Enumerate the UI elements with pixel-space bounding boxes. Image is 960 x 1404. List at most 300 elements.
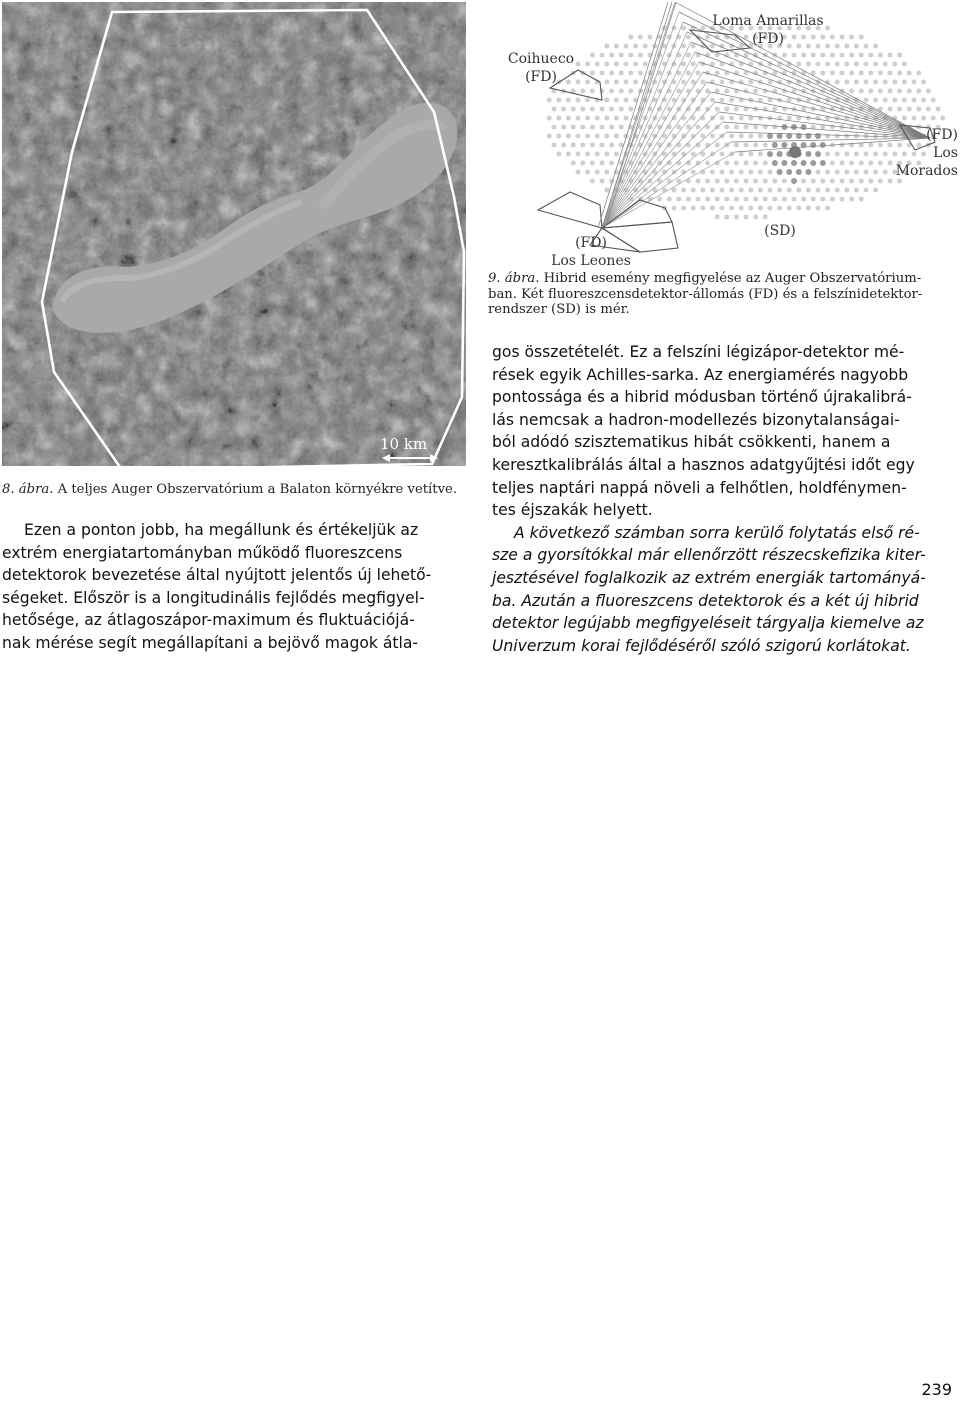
sd-tank-dot — [744, 125, 749, 130]
sd-tank-dot — [768, 206, 773, 211]
fd-ray — [602, 32, 687, 228]
sd-tank-dot — [700, 80, 705, 85]
sd-tank-dot — [859, 179, 864, 184]
text-line: teljes naptári nappá növeli a felhőtlen, holdfénymen- — [492, 478, 907, 497]
sd-tank-dot — [614, 80, 619, 85]
sd-tank-dot — [614, 44, 619, 49]
sd-tank-dot — [580, 161, 585, 166]
sd-tank-dot — [820, 142, 826, 148]
sd-tank-dot — [907, 107, 912, 112]
sd-tank-dot — [820, 197, 825, 202]
sd-tank-dot — [816, 170, 821, 175]
sd-tank-dot — [696, 125, 701, 130]
sd-tank-dot — [744, 197, 749, 202]
sd-tank-dot — [595, 134, 600, 139]
sd-tank-dot — [624, 116, 629, 121]
sd-tank-dot — [873, 188, 878, 193]
sd-tank-dot — [835, 80, 840, 85]
sd-tank-dot — [676, 161, 681, 166]
sd-tank-dot — [840, 179, 845, 184]
sd-tank-dot — [744, 179, 749, 184]
sd-tank-dot — [681, 80, 686, 85]
sd-tank-dot — [590, 125, 595, 130]
figure-8-caption-text: A teljes Auger Obszervatórium a Balaton környékre vetítve. — [53, 482, 458, 497]
sd-tank-dot — [638, 53, 643, 58]
sd-tank-dot — [902, 62, 907, 67]
sd-tank-dot — [734, 125, 739, 130]
sd-tank-dot — [720, 170, 725, 175]
label-leones-type: (FD) — [575, 235, 607, 251]
sd-tank-dot — [859, 71, 864, 76]
sd-tank-dot — [753, 179, 758, 184]
sd-tank-dot — [763, 179, 768, 184]
sd-tank-dot — [657, 197, 662, 202]
sd-tank-dot — [806, 206, 811, 211]
sd-tank-dot — [801, 53, 806, 58]
sd-tank-dot — [624, 80, 629, 85]
sd-tank-dot — [739, 170, 744, 175]
text-line: keresztkalibrálás által a hasznos adatgyűjtési időt egy — [492, 455, 915, 474]
sd-tank-dot — [868, 143, 873, 148]
sd-tank-dot — [681, 116, 686, 121]
sd-tank-dot — [614, 98, 619, 103]
sd-tank-dot — [691, 170, 696, 175]
sd-tank-dot — [624, 62, 629, 67]
sd-tank-dot — [576, 98, 581, 103]
sd-tank-dot — [926, 89, 931, 94]
sd-tank-dot — [763, 197, 768, 202]
sd-tank-dot — [585, 62, 590, 67]
sd-tank-dot — [676, 197, 681, 202]
fd-ray — [602, 12, 679, 228]
sd-tank-dot — [940, 116, 945, 121]
sd-tank-dot — [883, 62, 888, 67]
sd-tank-dot — [811, 53, 816, 58]
sd-tank-dot — [619, 53, 624, 58]
label-sd: (SD) — [764, 223, 796, 239]
sd-tank-dot — [748, 206, 753, 211]
sd-tank-dot — [724, 89, 729, 94]
sd-tank-dot — [805, 133, 811, 139]
sd-tank-dot — [844, 134, 849, 139]
italic-text-line: detektor legújabb megfigyeléseit tárgyalja kiemelve az — [492, 614, 924, 633]
sd-tank-dot — [916, 107, 921, 112]
sd-tank-dot — [892, 98, 897, 103]
sd-tank-dot — [864, 188, 869, 193]
sd-tank-dot — [604, 152, 609, 157]
sd-tank-dot — [878, 179, 883, 184]
sd-tank-dot — [686, 71, 691, 76]
sd-tank-dot — [772, 179, 777, 184]
sd-tank-dot — [604, 188, 609, 193]
sd-tank-dot — [619, 125, 624, 130]
sd-tank-dot — [609, 71, 614, 76]
sd-tank-dot — [820, 179, 825, 184]
sd-tank-dot — [662, 188, 667, 193]
sd-tank-dot — [604, 134, 609, 139]
sd-tank-dot — [873, 98, 878, 103]
sd-tank-dot — [585, 170, 590, 175]
sd-tank-dot — [720, 80, 725, 85]
sd-tank-dot — [830, 179, 835, 184]
sd-tank-dot — [758, 134, 763, 139]
sd-tank-dot — [873, 80, 878, 85]
italic-text-line: sze a gyorsítókkal már ellenőrzött részecskefizika kiter- — [492, 546, 926, 565]
label-los-leones — [546, 234, 636, 270]
sd-tank-dot — [580, 89, 585, 94]
sd-tank-dot — [931, 116, 936, 121]
sd-tank-dot — [566, 152, 571, 157]
sd-tank-dot — [710, 98, 715, 103]
sd-tank-dot — [628, 89, 633, 94]
sd-tank-dot — [571, 107, 576, 112]
sd-tank-dot — [609, 143, 614, 148]
sd-tank-dot — [604, 44, 609, 49]
sd-tank-dot — [734, 179, 739, 184]
sd-tank-dot — [864, 62, 869, 67]
sd-tank-dot — [744, 215, 749, 220]
sd-tank-dot — [777, 206, 782, 211]
sd-tank-dot — [796, 62, 801, 67]
sd-tank-dot — [825, 206, 830, 211]
sd-tank-dot — [715, 197, 720, 202]
sd-tank-dot — [729, 134, 734, 139]
sd-tank-dot — [849, 89, 854, 94]
sd-tank-dot — [739, 152, 744, 157]
sd-tank-dot — [686, 197, 691, 202]
sd-tank-dot — [854, 62, 859, 67]
sd-tank-dot — [619, 107, 624, 112]
sd-tank-dot — [840, 71, 845, 76]
sd-tank-dot — [672, 206, 677, 211]
sd-tank-dot — [633, 80, 638, 85]
sd-tank-dot — [576, 134, 581, 139]
sd-tank-dot — [815, 151, 821, 157]
sd-tank-dot — [609, 107, 614, 112]
sd-tank-dot — [796, 206, 801, 211]
text-line: ségeket. Először is a longitudinális fejlődés megfigyel- — [2, 588, 425, 607]
sd-tank-dot — [849, 53, 854, 58]
sd-tank-dot — [868, 71, 873, 76]
sd-tank-dot — [916, 71, 921, 76]
sd-tank-dot — [676, 143, 681, 148]
sd-tank-dot — [902, 98, 907, 103]
sd-tank-dot — [840, 35, 845, 40]
sd-tank-dot — [681, 188, 686, 193]
sd-tank-dot — [566, 134, 571, 139]
sd-tank-dot — [758, 188, 763, 193]
sd-tank-dot — [624, 98, 629, 103]
sd-tank-dot — [556, 116, 561, 121]
sd-tank-dot — [576, 170, 581, 175]
sd-tank-dot — [912, 80, 917, 85]
sd-tank-dot — [792, 197, 797, 202]
sd-tank-dot — [849, 161, 854, 166]
sd-tank-dot — [561, 125, 566, 130]
label-morados-type: (FD) — [926, 127, 958, 143]
sd-tank-dot — [883, 80, 888, 85]
text-line: Ezen a ponton jobb, ha megállunk és értékeljük az — [24, 521, 419, 539]
sd-tank-dot — [835, 62, 840, 67]
sd-tank-dot — [600, 161, 605, 166]
sd-tank-dot — [878, 143, 883, 148]
sd-tank-dot — [604, 116, 609, 121]
hybrid-event-diagram — [490, 0, 960, 268]
sd-tank-dot — [907, 71, 912, 76]
shower-core — [789, 146, 801, 158]
sd-tank-dot — [595, 62, 600, 67]
sd-tank-dot — [883, 152, 888, 157]
sd-tank-dot — [883, 98, 888, 103]
sd-tank-dot — [724, 161, 729, 166]
sd-tank-dot — [830, 125, 835, 130]
sd-tank-dot — [912, 116, 917, 121]
sd-tank-dot — [868, 179, 873, 184]
sd-tank-dot — [595, 170, 600, 175]
sd-tank-dot — [691, 62, 696, 67]
sd-tank-dot — [753, 197, 758, 202]
sd-tank-dot — [772, 142, 778, 148]
sd-tank-dot — [724, 107, 729, 112]
label-morados-name-2: Morados — [895, 163, 958, 179]
sd-tank-dot — [547, 98, 552, 103]
sd-tank-dot — [844, 80, 849, 85]
sd-tank-dot — [825, 62, 830, 67]
sd-tank-dot — [801, 160, 807, 166]
sd-tank-dot — [840, 161, 845, 166]
sd-tank-dot — [619, 89, 624, 94]
sd-tank-dot — [595, 152, 600, 157]
sd-tank-dot — [912, 98, 917, 103]
sd-tank-dot — [864, 152, 869, 157]
sd-tank-dot — [897, 89, 902, 94]
sd-tank-dot — [715, 215, 720, 220]
sd-tank-dot — [628, 35, 633, 40]
sd-tank-dot — [892, 80, 897, 85]
sd-tank-dot — [921, 80, 926, 85]
sd-tank-dot — [696, 71, 701, 76]
sd-tank-dot — [710, 116, 715, 121]
italic-text-line: ba. Azután a fluoreszcens detektorok és a két új hibrid — [492, 591, 919, 610]
sd-tank-dot — [614, 62, 619, 67]
sd-tank-dot — [600, 179, 605, 184]
sd-tank-dot — [868, 53, 873, 58]
sd-tank-dot — [681, 62, 686, 67]
sd-tank-dot — [868, 89, 873, 94]
sd-tank-dot — [604, 98, 609, 103]
sd-tank-dot — [767, 133, 773, 139]
sd-tank-dot — [580, 125, 585, 130]
sd-tank-dot — [734, 197, 739, 202]
sd-tank-dot — [643, 62, 648, 67]
sd-tank-dot — [710, 134, 715, 139]
sd-tank-dot — [715, 143, 720, 148]
sd-tank-dot — [734, 107, 739, 112]
text-line: extrém energiatartományban működő fluoreszcens — [2, 543, 403, 562]
sd-tank-dot — [758, 170, 763, 175]
sd-tank-dot — [585, 152, 590, 157]
sd-tank-dot — [744, 143, 749, 148]
sd-tank-dot — [830, 161, 835, 166]
sd-tank-dot — [724, 197, 729, 202]
sd-tank-dot — [830, 71, 835, 76]
text-line: gos összetételét. Ez a felszíni légizápor-detektor mé- — [492, 343, 905, 361]
sd-tank-dot — [729, 188, 734, 193]
sd-tank-dot — [772, 197, 777, 202]
sd-tank-dot — [600, 143, 605, 148]
sd-tank-dot — [600, 89, 605, 94]
sd-tank-dot — [715, 179, 720, 184]
sd-tank-dot — [931, 98, 936, 103]
sd-tank-dot — [878, 71, 883, 76]
sd-tank-dot — [571, 125, 576, 130]
sd-tank-dot — [705, 179, 710, 184]
sd-tank-dot — [835, 134, 840, 139]
sd-tank-dot — [840, 143, 845, 148]
satellite-image — [2, 2, 466, 466]
sd-tank-dot — [744, 161, 749, 166]
sd-tank-dot — [854, 152, 859, 157]
sd-tank-dot — [638, 35, 643, 40]
sd-tank-dot — [777, 169, 783, 175]
sd-tank-dot — [859, 161, 864, 166]
sd-tank-dot — [628, 107, 633, 112]
sd-tank-dot — [691, 152, 696, 157]
sd-tank-dot — [758, 152, 763, 157]
left-column-text — [2, 519, 464, 655]
sd-tank-dot — [854, 170, 859, 175]
sd-tank-dot — [676, 125, 681, 130]
label-coihueco-name: Coihueco — [507, 51, 575, 67]
sd-tank-dot — [720, 98, 725, 103]
sd-tank-dot — [806, 62, 811, 67]
label-coihueco — [504, 50, 578, 86]
sd-tank-dot — [672, 80, 677, 85]
figure-9-caption-line-3: rendszer (SD) is mér. — [488, 302, 630, 317]
sd-tank-dot — [859, 89, 864, 94]
sd-tank-dot — [878, 89, 883, 94]
sd-tank-dot — [604, 62, 609, 67]
sd-tank-dot — [729, 98, 734, 103]
fd-ray — [602, 72, 703, 228]
sd-tank-dot — [815, 133, 821, 139]
sd-tank-dot — [825, 188, 830, 193]
sd-tank-dot — [657, 161, 662, 166]
sd-tank-dot — [633, 62, 638, 67]
sd-tank-dot — [787, 188, 792, 193]
sd-tank-dot — [720, 116, 725, 121]
sd-tank-dot — [878, 161, 883, 166]
figure-9-caption-line-1: Hibrid esemény megfigyelése az Auger Obszervatórium- — [539, 271, 922, 286]
sd-tank-dot — [763, 215, 768, 220]
sd-tank-dot — [705, 197, 710, 202]
sd-tank-dot — [758, 116, 763, 121]
sd-tank-dot — [571, 143, 576, 148]
sd-tank-dot — [768, 188, 773, 193]
sd-tank-dot — [590, 89, 595, 94]
sd-tank-dot — [633, 44, 638, 49]
sd-tank-dot — [561, 143, 566, 148]
sd-tank-dot — [686, 35, 691, 40]
sd-tank-dot — [600, 71, 605, 76]
sd-tank-dot — [720, 152, 725, 157]
label-morados-name-1: Los — [933, 145, 958, 161]
sd-tank-dot — [691, 44, 696, 49]
sd-tank-dot — [844, 170, 849, 175]
sd-tank-dot — [763, 161, 768, 166]
sd-tank-dot — [888, 53, 893, 58]
sd-tank-dot — [681, 152, 686, 157]
sd-tank-dot — [820, 160, 826, 166]
sd-tank-dot — [691, 206, 696, 211]
sd-tank-dot — [628, 71, 633, 76]
fd-ray — [602, 122, 723, 228]
sd-tank-dot — [926, 107, 931, 112]
sd-tank-dot — [849, 71, 854, 76]
sd-tank-dot — [600, 125, 605, 130]
sd-tank-dot — [864, 98, 869, 103]
sd-tank-dot — [734, 215, 739, 220]
italic-text-line: Univerzum korai fejlődéséről szóló szigorú korlátokat. — [492, 636, 911, 655]
sd-tank-dot — [609, 125, 614, 130]
sd-tank-dot — [724, 125, 729, 130]
sd-tank-dot — [753, 125, 758, 130]
sd-tank-dot — [667, 107, 672, 112]
sd-tank-dot — [739, 206, 744, 211]
sd-tank-dot — [739, 116, 744, 121]
sd-tank-dot — [561, 107, 566, 112]
sd-tank-dot — [590, 107, 595, 112]
sd-tank-dot — [590, 179, 595, 184]
sd-tank-dot — [777, 188, 782, 193]
sd-tank-dot — [791, 160, 797, 166]
sd-tank-dot — [873, 170, 878, 175]
sd-tank-dot — [844, 116, 849, 121]
sd-tank-dot — [696, 197, 701, 202]
sd-tank-dot — [840, 197, 845, 202]
sd-tank-dot — [566, 98, 571, 103]
sd-tank-dot — [609, 161, 614, 166]
sd-tank-dot — [729, 170, 734, 175]
sd-tank-dot — [787, 116, 792, 121]
sd-tank-dot — [590, 143, 595, 148]
figure-9-caption — [488, 271, 958, 318]
sd-tank-dot — [781, 142, 787, 148]
text-line: lás nemcsak a hadron-modellezés bizonytalanságai- — [492, 410, 900, 429]
sd-tank-dot — [868, 161, 873, 166]
sd-tank-dot — [590, 53, 595, 58]
sd-tank-dot — [907, 89, 912, 94]
text-line: detektorok bevezetése által nyújtott jelentős új lehető- — [2, 566, 432, 585]
sd-tank-dot — [638, 71, 643, 76]
sd-tank-dot — [801, 179, 806, 184]
surface-detector-array — [547, 26, 946, 220]
sd-tank-dot — [859, 197, 864, 202]
sd-tank-dot — [772, 107, 777, 112]
sd-tank-dot — [556, 152, 561, 157]
sd-tank-dot — [705, 161, 710, 166]
label-los-morados — [888, 126, 958, 180]
sd-tank-dot — [748, 170, 753, 175]
sd-tank-dot — [710, 170, 715, 175]
sd-tank-dot — [782, 53, 787, 58]
sd-tank-dot — [873, 44, 878, 49]
sd-tank-dot — [816, 188, 821, 193]
sd-tank-dot — [825, 170, 830, 175]
sd-tank-dot — [552, 107, 557, 112]
text-line: pontossága és a hibrid módusban történő újrakalibrá- — [492, 388, 912, 407]
sd-tank-dot — [600, 107, 605, 112]
